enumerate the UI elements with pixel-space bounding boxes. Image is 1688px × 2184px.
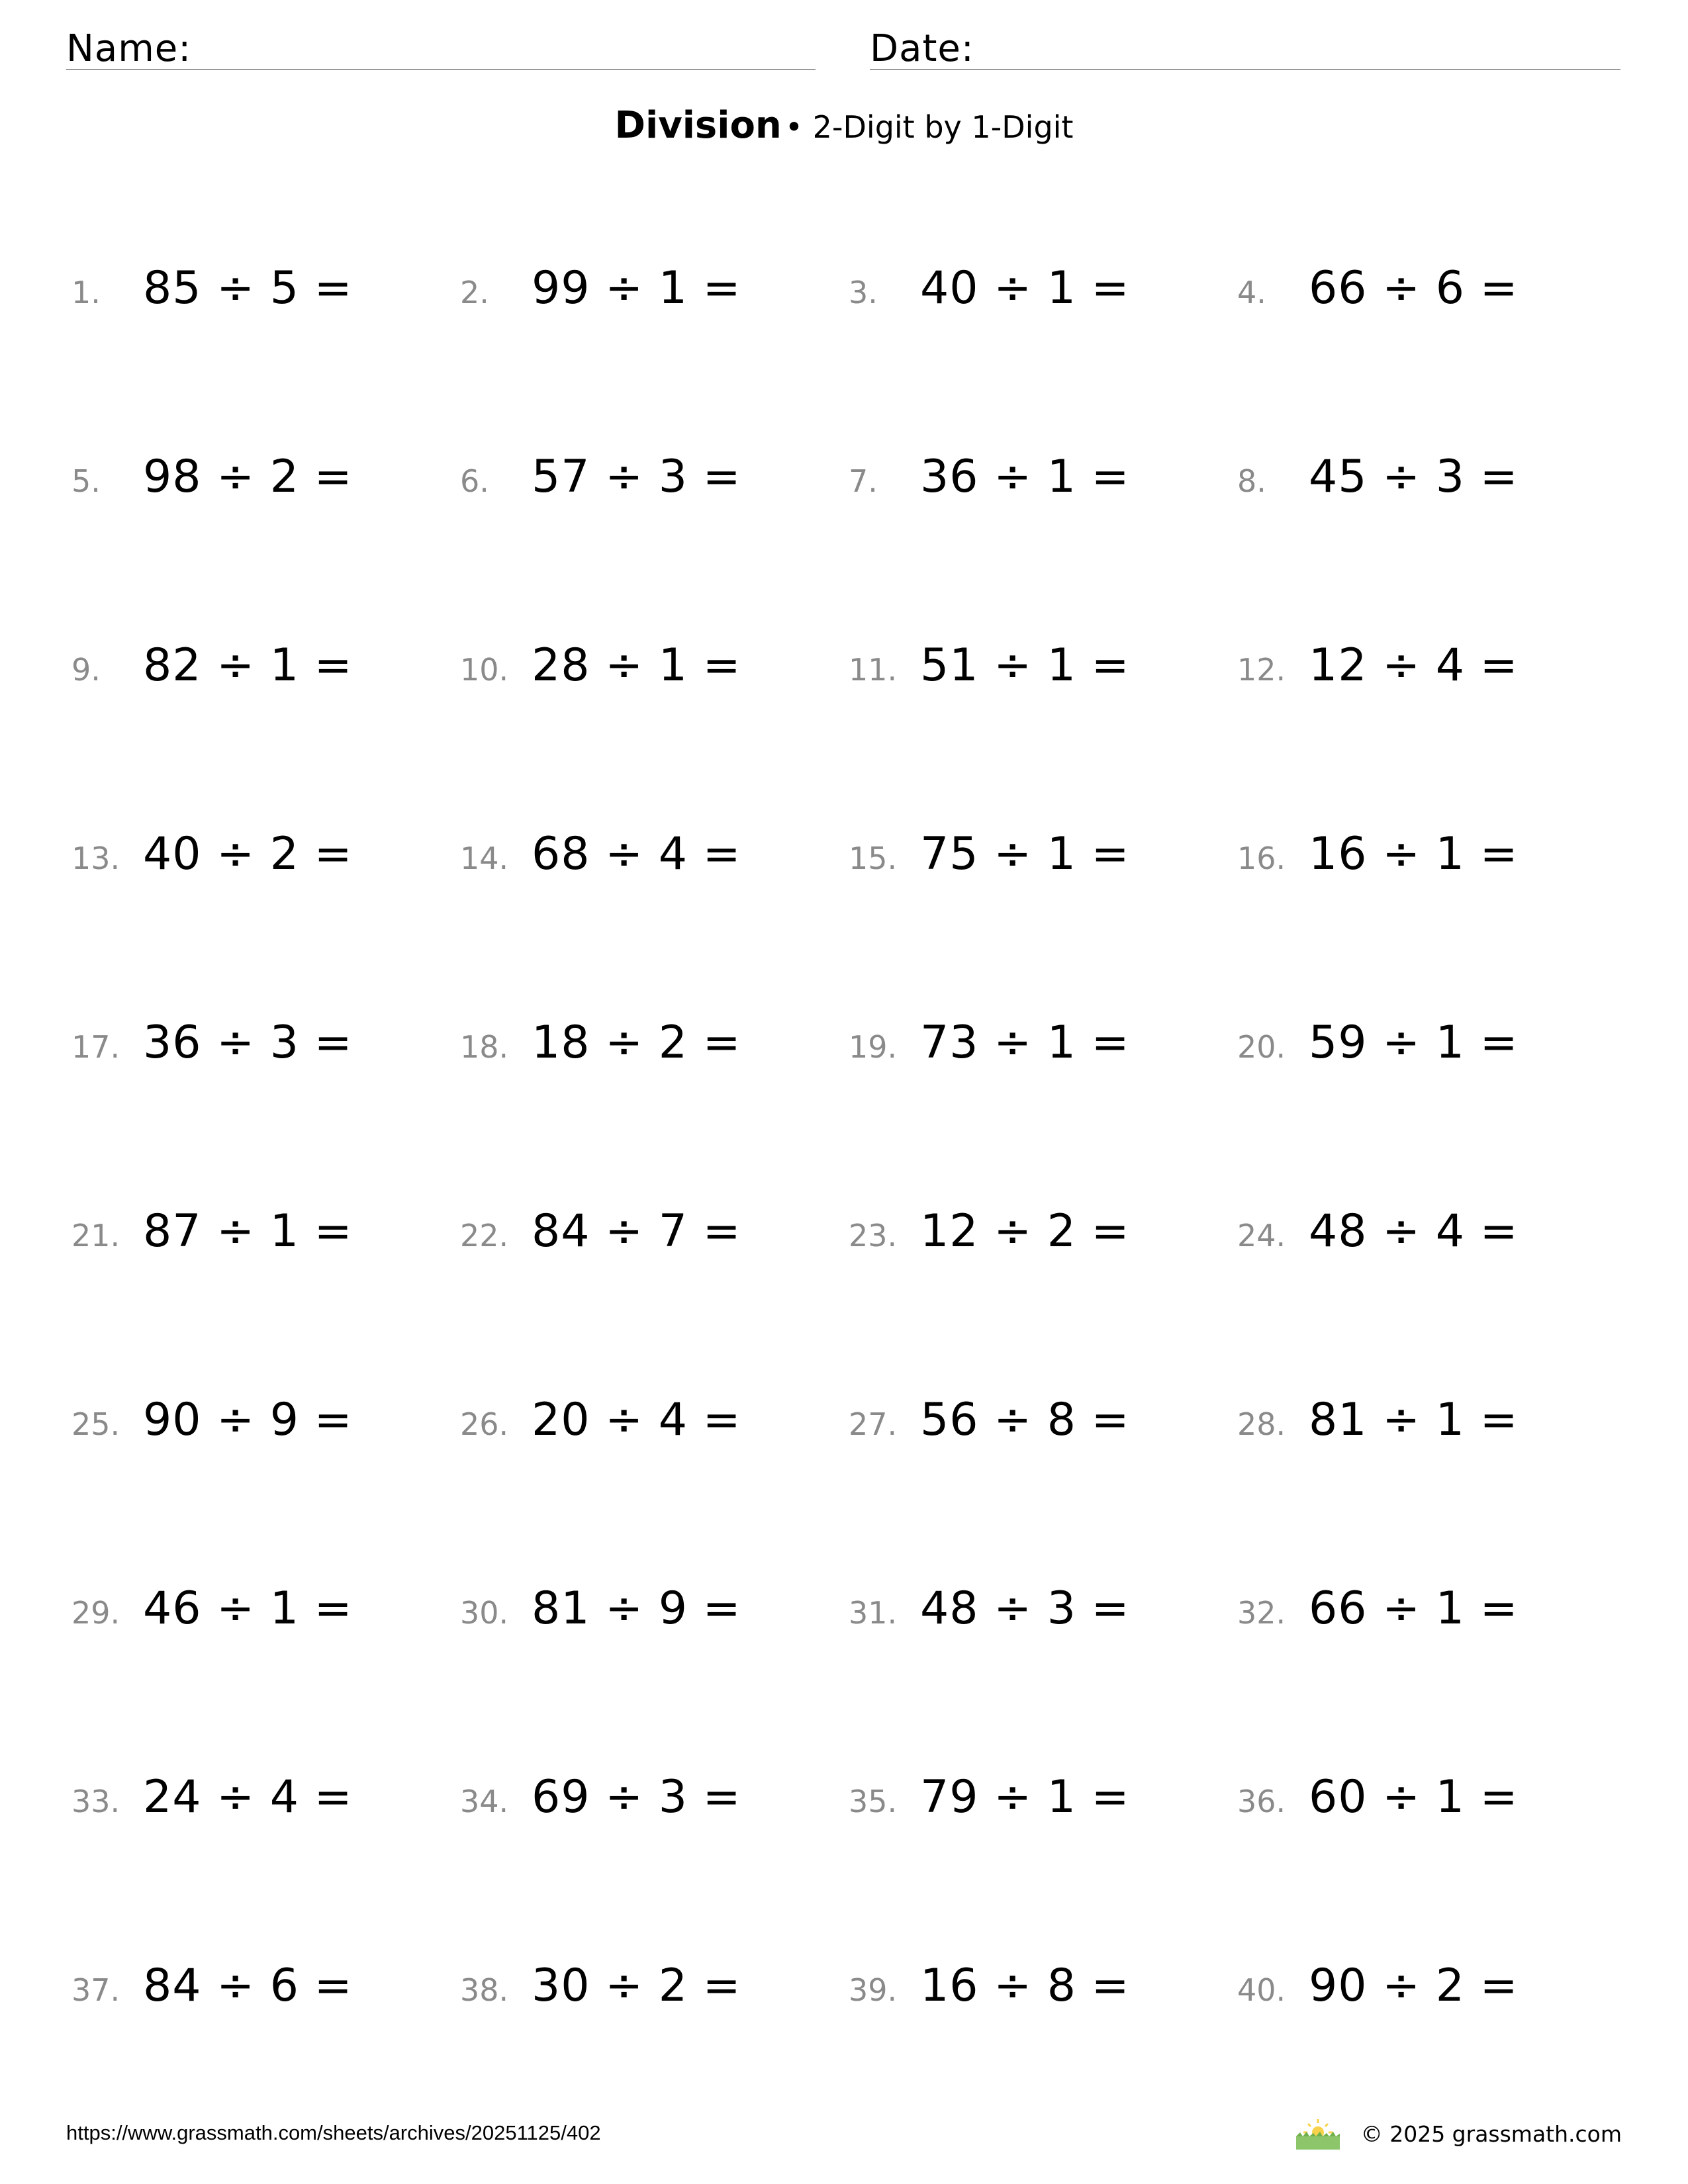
problem-number: 19. <box>849 1029 898 1065</box>
problem-expression: 99 ÷ 1 = <box>532 262 741 314</box>
problem-number: 34. <box>460 1784 509 1819</box>
problem-expression: 59 ÷ 1 = <box>1309 1017 1519 1069</box>
problem-number: 31. <box>849 1595 898 1631</box>
problem-item <box>71 828 460 894</box>
problem-expression: 51 ÷ 1 = <box>920 639 1130 692</box>
problem-number: 9. <box>71 652 101 688</box>
problem-expression: 87 ÷ 1 = <box>143 1205 353 1257</box>
problem-expression: 68 ÷ 4 = <box>532 828 741 880</box>
problem-expression: 30 ÷ 2 = <box>532 1960 741 2012</box>
problem-expression: 24 ÷ 4 = <box>143 1771 353 1823</box>
problem-number: 3. <box>849 275 878 310</box>
name-label: Name: <box>66 27 192 70</box>
problem-item <box>849 1394 1237 1460</box>
problem-expression: 12 ÷ 4 = <box>1309 639 1519 692</box>
problem-expression: 46 ÷ 1 = <box>143 1582 353 1635</box>
problem-item <box>1237 639 1626 705</box>
problem-expression: 20 ÷ 4 = <box>532 1394 741 1446</box>
problem-number: 28. <box>1237 1406 1286 1442</box>
problem-number: 32. <box>1237 1595 1286 1631</box>
problem-number: 6. <box>460 463 489 499</box>
problem-expression: 36 ÷ 1 = <box>920 451 1130 503</box>
problem-item <box>460 1205 849 1271</box>
problem-number: 25. <box>71 1406 120 1442</box>
problem-item <box>460 262 849 328</box>
footer-url: https://www.grassmath.com/sheets/archives/20251125/402 <box>66 2121 601 2144</box>
problem-number: 2. <box>460 275 489 310</box>
problem-item <box>71 1960 460 2026</box>
problem-number: 40. <box>1237 1972 1286 2008</box>
problem-expression: 81 ÷ 1 = <box>1309 1394 1519 1446</box>
problem-number: 13. <box>71 841 120 876</box>
problem-number: 39. <box>849 1972 898 2008</box>
problem-item <box>1237 262 1626 328</box>
problem-item <box>460 1771 849 1837</box>
problem-number: 20. <box>1237 1029 1286 1065</box>
name-field[interactable] <box>66 24 816 70</box>
problem-item <box>849 1582 1237 1649</box>
problem-item <box>460 1017 849 1083</box>
problem-expression: 81 ÷ 9 = <box>532 1582 741 1635</box>
problem-item <box>849 1960 1237 2026</box>
problem-expression: 40 ÷ 1 = <box>920 262 1130 314</box>
problem-number: 8. <box>1237 463 1266 499</box>
problem-expression: 57 ÷ 3 = <box>532 451 741 503</box>
problem-grid <box>71 262 1622 2148</box>
problem-item <box>1237 451 1626 517</box>
problem-item <box>71 1017 460 1083</box>
problem-expression: 90 ÷ 2 = <box>1309 1960 1519 2012</box>
problem-expression: 73 ÷ 1 = <box>920 1017 1130 1069</box>
problem-number: 4. <box>1237 275 1266 310</box>
problem-item <box>71 1582 460 1649</box>
title-subtitle: • 2-Digit by 1-Digit <box>784 109 1074 145</box>
problem-number: 29. <box>71 1595 120 1631</box>
problem-item <box>849 1771 1237 1837</box>
problem-expression: 84 ÷ 6 = <box>143 1960 353 2012</box>
problem-item <box>1237 1205 1626 1271</box>
problem-item <box>849 639 1237 705</box>
problem-number: 15. <box>849 841 898 876</box>
title-main: Division <box>614 104 782 147</box>
problem-item <box>1237 1771 1626 1837</box>
problem-expression: 84 ÷ 7 = <box>532 1205 741 1257</box>
problem-number: 37. <box>71 1972 120 2008</box>
problem-number: 14. <box>460 841 509 876</box>
problem-expression: 45 ÷ 3 = <box>1309 451 1519 503</box>
problem-number: 22. <box>460 1218 509 1253</box>
problem-expression: 66 ÷ 6 = <box>1309 262 1519 314</box>
date-label: Date: <box>870 27 974 70</box>
problem-number: 38. <box>460 1972 509 2008</box>
problem-expression: 12 ÷ 2 = <box>920 1205 1130 1257</box>
footer-brand <box>1295 2118 1622 2150</box>
problem-expression: 69 ÷ 3 = <box>532 1771 741 1823</box>
problem-item <box>460 1394 849 1460</box>
problem-expression: 82 ÷ 1 = <box>143 639 353 692</box>
problem-item <box>460 451 849 517</box>
problem-number: 23. <box>849 1218 898 1253</box>
problem-expression: 56 ÷ 8 = <box>920 1394 1130 1446</box>
problem-expression: 40 ÷ 2 = <box>143 828 353 880</box>
problem-item <box>71 1394 460 1460</box>
problem-item <box>1237 1960 1626 2026</box>
problem-number: 16. <box>1237 841 1286 876</box>
problem-expression: 85 ÷ 5 = <box>143 262 353 314</box>
problem-item <box>71 1205 460 1271</box>
problem-item <box>1237 1017 1626 1083</box>
problem-expression: 75 ÷ 1 = <box>920 828 1130 880</box>
problem-number: 12. <box>1237 652 1286 688</box>
problem-number: 1. <box>71 275 101 310</box>
problem-item <box>460 1960 849 2026</box>
problem-expression: 28 ÷ 1 = <box>532 639 741 692</box>
problem-expression: 48 ÷ 4 = <box>1309 1205 1519 1257</box>
problem-item <box>460 639 849 705</box>
problem-number: 10. <box>460 652 509 688</box>
problem-item <box>1237 828 1626 894</box>
problem-item <box>1237 1582 1626 1649</box>
problem-number: 7. <box>849 463 878 499</box>
problem-item <box>71 639 460 705</box>
problem-expression: 16 ÷ 8 = <box>920 1960 1130 2012</box>
problem-expression: 98 ÷ 2 = <box>143 451 353 503</box>
problem-item <box>849 262 1237 328</box>
problem-item <box>71 451 460 517</box>
problem-number: 33. <box>71 1784 120 1819</box>
worksheet-title <box>0 104 1688 147</box>
problem-item <box>849 1205 1237 1271</box>
problem-expression: 18 ÷ 2 = <box>532 1017 741 1069</box>
problem-number: 5. <box>71 463 101 499</box>
problem-item <box>849 451 1237 517</box>
problem-number: 18. <box>460 1029 509 1065</box>
copyright: © 2025 grassmath.com <box>1360 2120 1622 2147</box>
problem-number: 27. <box>849 1406 898 1442</box>
problem-item <box>460 828 849 894</box>
grass-sun-icon <box>1295 2118 1341 2150</box>
date-field[interactable] <box>870 24 1620 70</box>
problem-number: 26. <box>460 1406 509 1442</box>
problem-item <box>1237 1394 1626 1460</box>
problem-expression: 48 ÷ 3 = <box>920 1582 1130 1635</box>
problem-item <box>460 1582 849 1649</box>
problem-expression: 66 ÷ 1 = <box>1309 1582 1519 1635</box>
problem-expression: 90 ÷ 9 = <box>143 1394 353 1446</box>
problem-number: 30. <box>460 1595 509 1631</box>
problem-expression: 60 ÷ 1 = <box>1309 1771 1519 1823</box>
problem-item <box>71 262 460 328</box>
problem-number: 24. <box>1237 1218 1286 1253</box>
problem-expression: 79 ÷ 1 = <box>920 1771 1130 1823</box>
problem-number: 35. <box>849 1784 898 1819</box>
problem-number: 36. <box>1237 1784 1286 1819</box>
problem-item <box>71 1771 460 1837</box>
problem-expression: 16 ÷ 1 = <box>1309 828 1519 880</box>
problem-item <box>849 828 1237 894</box>
problem-number: 11. <box>849 652 898 688</box>
problem-expression: 36 ÷ 3 = <box>143 1017 353 1069</box>
problem-number: 17. <box>71 1029 120 1065</box>
problem-number: 21. <box>71 1218 120 1253</box>
problem-item <box>849 1017 1237 1083</box>
